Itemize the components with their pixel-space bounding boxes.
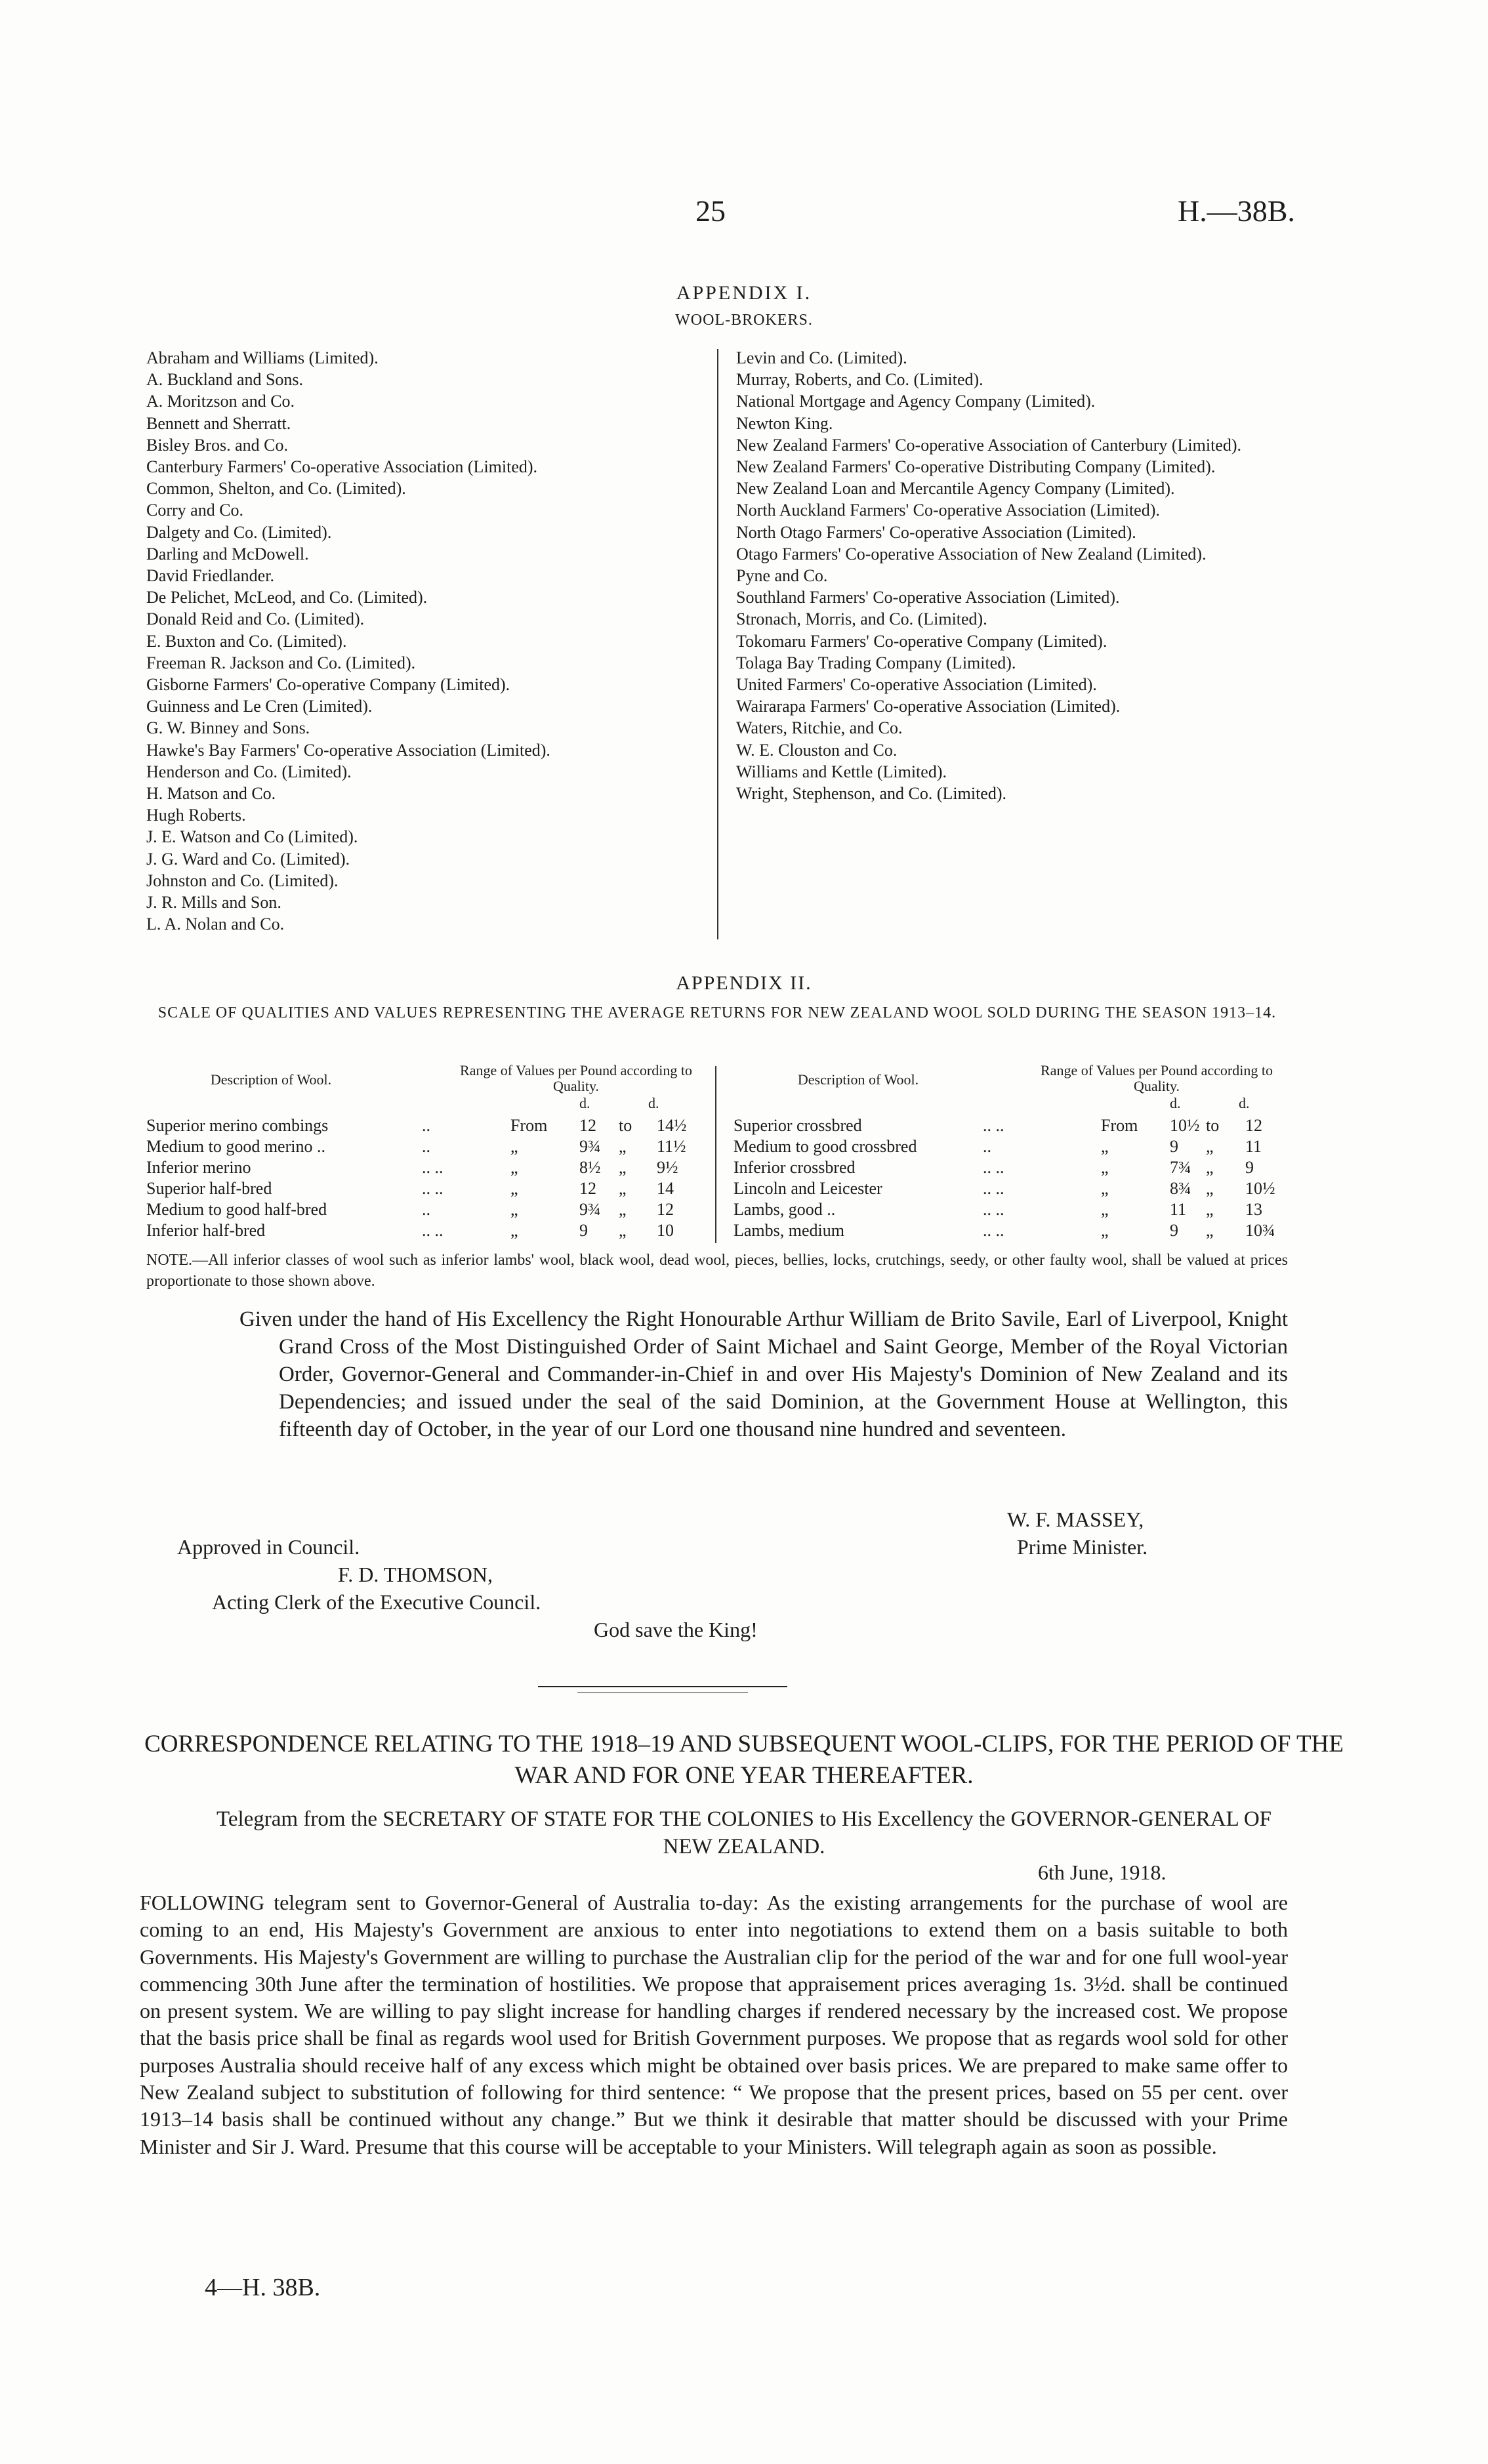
value-low: 9 xyxy=(579,1221,588,1240)
wool-description: Superior half-bred xyxy=(146,1179,272,1198)
broker-entry: J. R. Mills and Son. xyxy=(146,893,281,913)
value-high: 11 xyxy=(1245,1137,1262,1156)
clerk-title: Acting Clerk of the Executive Council. xyxy=(212,1590,541,1614)
table-row xyxy=(146,1157,711,1178)
approved-in-council: Approved in Council. xyxy=(177,1535,360,1559)
range-prefix: „ xyxy=(1101,1221,1109,1240)
broker-entry: Murray, Roberts, and Co. (Limited). xyxy=(736,370,983,390)
broker-entry: New Zealand Loan and Mercantile Agency Company (Limited). xyxy=(736,479,1175,499)
column-header-description: Description of Wool. xyxy=(797,1071,919,1088)
range-prefix: „ xyxy=(1101,1200,1109,1219)
leader-dots: .. .. xyxy=(983,1116,1004,1135)
wool-description: Inferior half-bred xyxy=(146,1221,266,1240)
page-number: 25 xyxy=(695,194,726,228)
value-low: 12 xyxy=(579,1116,596,1135)
broker-entry: Common, Shelton, and Co. (Limited). xyxy=(146,479,406,499)
leader-dots: .. xyxy=(422,1116,430,1135)
telegram-lead-word: FOLLOWING xyxy=(140,1891,265,1914)
broker-entry: Stronach, Morris, and Co. (Limited). xyxy=(736,609,987,629)
table-row xyxy=(146,1199,711,1220)
wool-description: Medium to good half-bred xyxy=(146,1200,327,1219)
leader-dots: .. .. xyxy=(983,1179,1004,1198)
leader-dots: .. xyxy=(983,1137,991,1156)
brokers-list-right xyxy=(736,347,1287,804)
telegram-heading: Telegram from the SECRETARY OF STATE FOR THE COLONIES to His Excellency the GOVERNOR-GENERAL OF NEW ZEALAND. xyxy=(216,1807,1272,1858)
broker-entry: Wairarapa Farmers' Co-operative Association (Limited). xyxy=(736,697,1121,716)
broker-entry: Johnston and Co. (Limited). xyxy=(146,871,339,890)
range-separator: „ xyxy=(1206,1137,1214,1156)
value-high: 13 xyxy=(1245,1200,1262,1219)
broker-entry: New Zealand Farmers' Co-operative Distributing Company (Limited). xyxy=(736,457,1216,477)
value-low: 10½ xyxy=(1170,1116,1200,1135)
appendix-2-note: NOTE.—All inferior classes of wool such as inferior lambs' wool, black wool, dead wool, pieces, bellies, locks, crutchings, seedy, or other faulty wool, shall be valued at prices proportionate to those shown above. xyxy=(146,1252,1288,1290)
table-row xyxy=(146,1115,711,1136)
broker-entry: Abraham and Williams (Limited). xyxy=(146,348,379,367)
range-separator: „ xyxy=(619,1158,627,1177)
broker-entry: North Auckland Farmers' Co-operative Association (Limited). xyxy=(736,501,1160,520)
proclamation-paragraph xyxy=(239,1305,1288,1443)
table-row xyxy=(734,1136,1288,1157)
broker-entry: Otago Farmers' Co-operative Association of New Zealand (Limited). xyxy=(736,544,1207,564)
broker-entry: Henderson and Co. (Limited). xyxy=(146,762,352,781)
broker-entry: Wright, Stephenson, and Co. (Limited). xyxy=(736,784,1007,804)
range-separator: „ xyxy=(1206,1158,1214,1177)
closing-line: God save the King! xyxy=(594,1618,758,1641)
wool-description: Lincoln and Leicester xyxy=(734,1179,882,1198)
broker-entry: E. Buxton and Co. (Limited). xyxy=(146,631,347,651)
telegram-body xyxy=(140,1889,1288,2160)
broker-entry: A. Buckland and Sons. xyxy=(146,370,304,390)
range-prefix: „ xyxy=(1101,1158,1109,1177)
value-high: 10¾ xyxy=(1245,1221,1275,1240)
value-low: 9¾ xyxy=(579,1137,601,1156)
value-low: 7¾ xyxy=(1170,1158,1191,1177)
broker-entry: Dalgety and Co. (Limited). xyxy=(146,522,332,542)
range-prefix: From xyxy=(1101,1116,1138,1135)
table-row xyxy=(146,1220,711,1241)
unit-label-low: d. xyxy=(579,1095,590,1111)
broker-entry: Bennett and Sherratt. xyxy=(146,413,291,433)
broker-entry: G. W. Binney and Sons. xyxy=(146,718,310,738)
value-low: 9 xyxy=(1170,1137,1178,1156)
table-row xyxy=(146,1136,711,1157)
broker-entry: Levin and Co. (Limited). xyxy=(736,348,907,367)
appendix-1-subtitle: WOOL-BROKERS. xyxy=(675,312,813,329)
broker-entry: North Otago Farmers' Co-operative Association (Limited). xyxy=(736,522,1136,542)
broker-entry: Canterbury Farmers' Co-operative Association (Limited). xyxy=(146,457,538,477)
range-separator: „ xyxy=(619,1200,627,1219)
signatory-name: W. F. MASSEY, xyxy=(1007,1508,1144,1531)
broker-entry: Darling and McDowell. xyxy=(146,544,309,564)
value-high: 9½ xyxy=(657,1158,678,1177)
broker-entry: David Friedlander. xyxy=(146,566,274,586)
value-high: 12 xyxy=(657,1200,674,1219)
table-row xyxy=(146,1178,711,1199)
document-reference: H.—38B. xyxy=(1178,194,1295,228)
unit-label-low: d. xyxy=(1170,1095,1181,1111)
broker-entry: Donald Reid and Co. (Limited). xyxy=(146,609,365,629)
leader-dots: .. .. xyxy=(983,1158,1004,1177)
value-low: 12 xyxy=(579,1179,596,1198)
range-prefix: „ xyxy=(510,1137,518,1156)
column-header-range: Range of Values per Pound according to Quality. xyxy=(460,1062,692,1094)
table-row xyxy=(734,1157,1288,1178)
appendix-2-subtitle: SCALE OF QUALITIES AND VALUES REPRESENTING THE AVERAGE RETURNS FOR NEW ZEALAND WOOL SOLD DURING THE SEASON 1913–14. xyxy=(157,1004,1277,1021)
value-low: 8¾ xyxy=(1170,1179,1191,1198)
table-divider xyxy=(715,1066,716,1243)
value-high: 10½ xyxy=(1245,1179,1275,1198)
broker-entry: Pyne and Co. xyxy=(736,566,828,586)
section-rule xyxy=(538,1686,787,1687)
broker-entry: Guinness and Le Cren (Limited). xyxy=(146,697,373,716)
broker-entry: H. Matson and Co. xyxy=(146,784,276,804)
brokers-list-left xyxy=(146,347,707,935)
range-prefix: „ xyxy=(510,1221,518,1240)
broker-entry: W. E. Clouston and Co. xyxy=(736,740,898,760)
signature-mark: 4—H. 38B. xyxy=(205,2274,321,2301)
signatory-title: Prime Minister. xyxy=(1017,1535,1148,1559)
range-prefix: „ xyxy=(510,1179,518,1198)
proclamation-text: Given under the hand of His Excellency the Right Honourable Arthur William de Brito Savile, Earl of Liverpool, Knight Grand Cross of the Most Distinguished Order of Saint Michael and Saint George, Member of the Royal Victorian Order, Governor-General and Commander-in-Chief in and over His Majesty's Dominion of New Zealand and its Dependencies; and issued under the seal of the said Dominion, at the Government House at Wellington, this fifteenth day of October, in the year of our Lord one thousand nine hundred and seventeen. xyxy=(239,1307,1288,1441)
wool-description: Medium to good merino .. xyxy=(146,1137,325,1156)
table-row xyxy=(734,1199,1288,1220)
wool-description: Inferior merino xyxy=(146,1158,251,1177)
broker-entry: Williams and Kettle (Limited). xyxy=(736,762,947,781)
leader-dots: .. .. xyxy=(983,1200,1004,1219)
range-separator: „ xyxy=(619,1179,627,1198)
broker-entry: New Zealand Farmers' Co-operative Association of Canterbury (Limited). xyxy=(736,435,1242,455)
leader-dots: .. xyxy=(422,1200,430,1219)
leader-dots: .. .. xyxy=(422,1179,444,1198)
column-header-description: Description of Wool. xyxy=(210,1071,332,1088)
value-high: 14½ xyxy=(657,1116,687,1135)
range-prefix: From xyxy=(510,1116,548,1135)
range-separator: „ xyxy=(619,1221,627,1240)
range-prefix: „ xyxy=(1101,1137,1109,1156)
table-row xyxy=(734,1178,1288,1199)
range-separator: to xyxy=(619,1116,632,1135)
broker-entry: Waters, Ritchie, and Co. xyxy=(736,718,903,738)
table-row xyxy=(734,1115,1288,1136)
broker-entry: Tokomaru Farmers' Co-operative Company (Limited). xyxy=(736,631,1107,651)
broker-entry: Southland Farmers' Co-operative Association (Limited). xyxy=(736,588,1120,607)
broker-entry: J. E. Watson and Co (Limited). xyxy=(146,827,358,847)
value-low: 8½ xyxy=(579,1158,601,1177)
column-header-range: Range of Values per Pound according to Quality. xyxy=(1041,1062,1273,1094)
wool-description: Superior merino combings xyxy=(146,1116,329,1135)
broker-entry: National Mortgage and Agency Company (Limited). xyxy=(736,392,1096,411)
broker-entry: Freeman R. Jackson and Co. (Limited). xyxy=(146,653,416,672)
broker-entry: Newton King. xyxy=(736,413,833,433)
table-row xyxy=(734,1220,1288,1241)
value-high: 11½ xyxy=(657,1137,686,1156)
range-prefix: „ xyxy=(510,1158,518,1177)
broker-entry: United Farmers' Co-operative Association (Limited). xyxy=(736,675,1097,695)
broker-entry: De Pelichet, McLeod, and Co. (Limited). xyxy=(146,588,428,607)
unit-label-high: d. xyxy=(1239,1095,1250,1111)
unit-label-high: d. xyxy=(648,1095,659,1111)
range-prefix: „ xyxy=(510,1200,518,1219)
value-high: 14 xyxy=(657,1179,674,1198)
leader-dots: .. xyxy=(422,1137,430,1156)
column-divider xyxy=(717,349,718,939)
value-low: 9 xyxy=(1170,1221,1178,1240)
broker-entry: Corry and Co. xyxy=(146,501,244,520)
value-high: 12 xyxy=(1245,1116,1262,1135)
leader-dots: .. .. xyxy=(422,1221,444,1240)
appendix-2-title: APPENDIX II. xyxy=(676,972,812,994)
broker-entry: L. A. Nolan and Co. xyxy=(146,914,285,934)
broker-entry: A. Moritzson and Co. xyxy=(146,392,295,411)
broker-entry: Bisley Bros. and Co. xyxy=(146,435,288,455)
broker-entry: J. G. Ward and Co. (Limited). xyxy=(146,849,350,869)
wool-rows-right xyxy=(734,1115,1288,1241)
range-separator: „ xyxy=(1206,1200,1214,1219)
range-separator: „ xyxy=(1206,1179,1214,1198)
clerk-name: F. D. THOMSON, xyxy=(338,1563,493,1586)
wool-description: Superior crossbred xyxy=(734,1116,862,1135)
broker-entry: Gisborne Farmers' Co-operative Company (Limited). xyxy=(146,675,510,695)
leader-dots: .. .. xyxy=(422,1158,444,1177)
range-separator: „ xyxy=(1206,1221,1214,1240)
range-separator: „ xyxy=(619,1137,627,1156)
range-prefix: „ xyxy=(1101,1179,1109,1198)
wool-description: Inferior crossbred xyxy=(734,1158,856,1177)
wool-values-table-right xyxy=(734,1063,1288,1241)
value-high: 10 xyxy=(657,1221,674,1240)
value-low: 11 xyxy=(1170,1200,1187,1219)
wool-description: Lambs, good .. xyxy=(734,1200,836,1219)
telegram-text: telegram sent to Governor-General of Australia to-day: As the existing arrangements for the purchase of wool are coming to an end, His Majesty's Government are anxious to enter into negotiations to extend them on a basis suitable to both Governments. His Majesty's Government are willing to purchase the Australian clip for the period of the war and for one full wool-year commencing 30th June after the termination of hostilities. We propose that appraisement prices averaging 1s. 3½d. shall be continued on present system. We are willing to pay slight increase for handling charges if rendered necessary by the increased cost. We propose that the basis price shall be final as regards wool used for British Government purposes. We propose that as regards wool sold for other purposes Australia should receive half of any excess which might be obtained over basis prices. We are prepared to make same offer to New Zealand subject to substitution of following for third sentence: “ We propose that the present prices, based on 55 per cent. over 1913–14 basis shall be continued without any change.” But we think it desirable that matter should be discussed with your Prime Minister and Sir J. Ward. Presume that this course will be acceptable to your Ministers. Will telegraph again as soon as possible. xyxy=(140,1891,1288,2158)
telegram-date: 6th June, 1918. xyxy=(1038,1860,1167,1884)
wool-description: Medium to good crossbred xyxy=(734,1137,917,1156)
broker-entry: Tolaga Bay Trading Company (Limited). xyxy=(736,653,1016,672)
correspondence-heading: CORRESPONDENCE RELATING TO THE 1918–19 AND SUBSEQUENT WOOL-CLIPS, FOR THE PERIOD OF THE WAR AND FOR ONE YEAR THEREAFTER. xyxy=(144,1731,1344,1789)
broker-entry: Hugh Roberts. xyxy=(146,806,246,825)
broker-entry: Hawke's Bay Farmers' Co-operative Association (Limited). xyxy=(146,740,550,760)
appendix-1-title: APPENDIX I. xyxy=(676,282,812,304)
wool-rows-left xyxy=(146,1115,711,1241)
wool-values-table-left xyxy=(146,1063,711,1241)
value-high: 9 xyxy=(1245,1158,1254,1177)
range-separator: to xyxy=(1206,1116,1220,1135)
leader-dots: .. .. xyxy=(983,1221,1004,1240)
wool-description: Lambs, medium xyxy=(734,1221,844,1240)
value-low: 9¾ xyxy=(579,1200,601,1219)
